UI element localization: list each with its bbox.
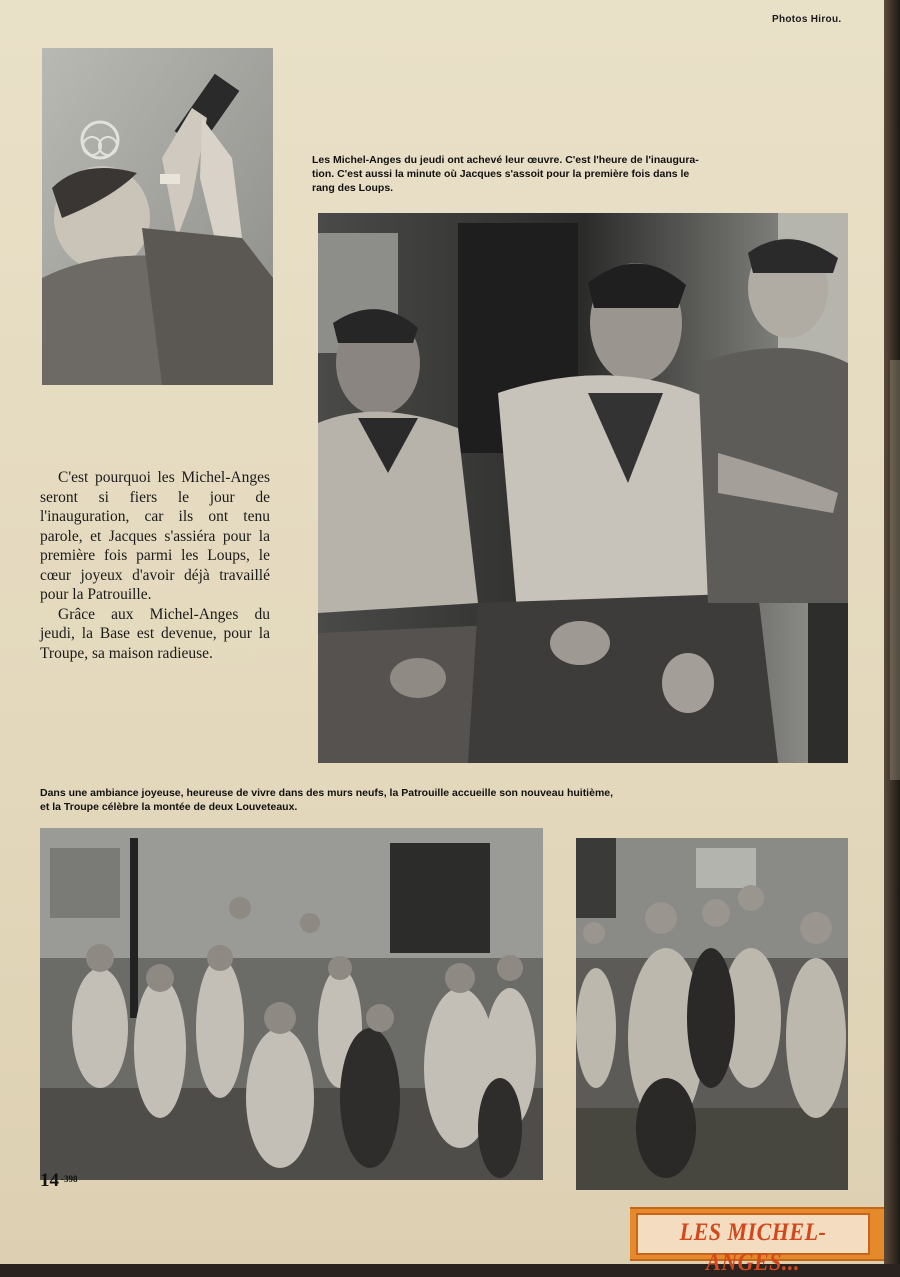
- page-edge-shadow: [884, 0, 900, 1264]
- series-title-banner: [630, 1207, 884, 1276]
- page-number-main: 14: [40, 1170, 59, 1191]
- photo-credit: Photos Hirou.: [772, 14, 842, 25]
- page-edge-strip: [890, 360, 900, 780]
- caption-celebration-line-2: et la Troupe célèbre la montée de deux Louveteaux.: [40, 801, 298, 813]
- caption-celebration: [40, 786, 852, 814]
- caption-inauguration: [312, 153, 852, 195]
- body-paragraph-2: Grâce aux Michel-Anges du jeudi, la Base est devenue, pour la Troupe, sa maison radieuse.: [40, 605, 270, 662]
- body-text: [40, 468, 270, 663]
- page-number: [40, 1170, 78, 1192]
- caption-celebration-line-1: Dans une ambiance joyeuse, heureuse de vivre dans des murs neufs, la Patrouille accueille son nouveau huitième,: [40, 787, 614, 799]
- body-paragraph-1: C'est pourquoi les Michel-Anges seront si fiers le jour de l'inauguration, car ils ont tenu parole, et Jacques s'assiéra pour la première fois parmi les Loups, le cœur joyeux d'avoir déjà travaillé pour la Patrouille.: [40, 469, 270, 603]
- caption-inauguration-line-2: tion. C'est aussi la minute où Jacques s'assoit pour la première fois dans le: [312, 168, 690, 180]
- photo-three-boys-seated: [318, 213, 848, 763]
- page-number-sub: -398: [61, 1174, 78, 1184]
- photo-leader-with-scouts: [576, 838, 848, 1190]
- series-title: LES MICHEL-ANGES...: [679, 1217, 827, 1276]
- photo-troupe-gathering: [40, 828, 543, 1180]
- photo-boy-hanging-emblem: [42, 48, 273, 385]
- caption-inauguration-line-1: Les Michel-Anges du jeudi ont achevé leur œuvre. C'est l'heure de l'inaugura-: [312, 154, 699, 166]
- caption-inauguration-line-3: rang des Loups.: [312, 182, 394, 194]
- series-title-banner-frame: [636, 1213, 870, 1276]
